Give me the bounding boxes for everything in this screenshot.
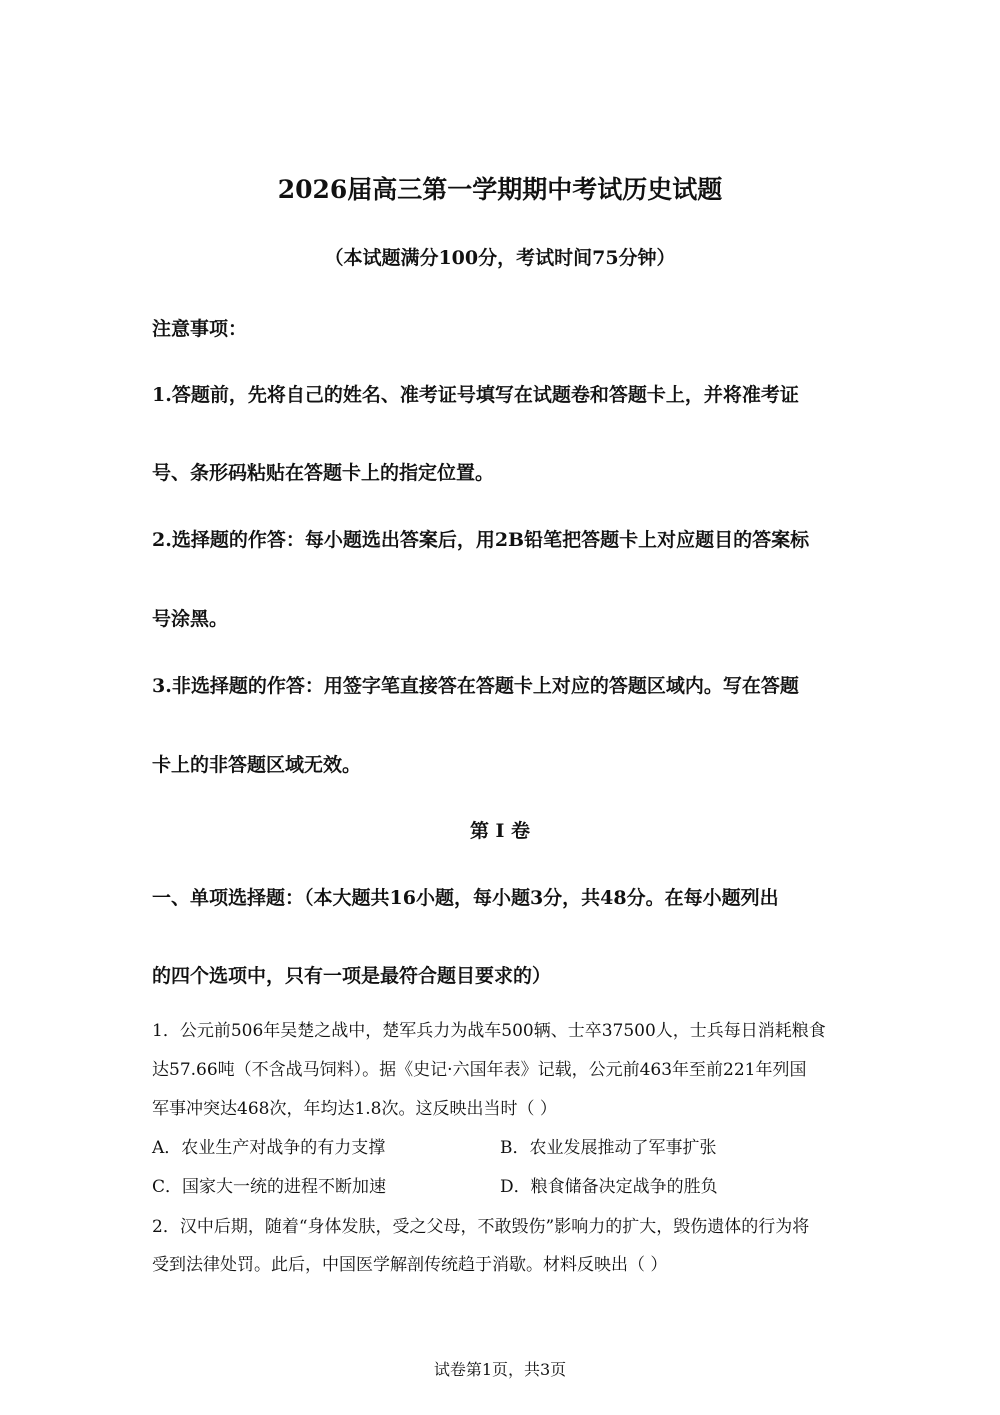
question-1-line: 1．公元前506年吴楚之战中，楚军兵力为战车500辆、士卒37500人，士兵每日消耗粮食	[152, 1021, 826, 1041]
notice-heading: 注意事项：	[152, 318, 248, 340]
notice-line: 号涂黑。	[152, 608, 229, 630]
page-footer: 试卷第1页，共3页	[433, 1360, 567, 1379]
notice-line: 2.选择题的作答：每小题选出答案后，用2B铅笔把答题卡上对应题目的答案标	[152, 529, 810, 551]
notice-line: 卡上的非答题区域无效。	[152, 754, 362, 776]
question-2-line: 受到法律处罚。此后，中国医学解剖传统趋于消歇。材料反映出（ ）	[152, 1255, 668, 1275]
page-title: 2026届高三第一学期期中考试历史试题	[277, 175, 723, 204]
volume-label: 第 I 卷	[469, 820, 531, 842]
question-2-line: 2．汉中后期，随着“身体发肤，受之父母，不敢毁伤”影响力的扩大，毁伤遗体的行为将	[152, 1217, 810, 1237]
notice-line: 号、条形码粘贴在答题卡上的指定位置。	[152, 462, 495, 484]
option-d: D．粮食储备决定战争的胜负	[500, 1177, 718, 1197]
notice-line: 1.答题前，先将自己的姓名、准考证号填写在试题卷和答题卡上，并将准考证	[152, 384, 799, 406]
question-1-line: 达57.66吨（不含战马饲料）。据《史记·六国年表》记载，公元前463年至前221年列国	[152, 1060, 807, 1080]
option-c: C．国家大一统的进程不断加速	[152, 1177, 387, 1197]
exam-info: （本试题满分100分，考试时间75分钟）	[324, 247, 676, 269]
notice-line: 3.非选择题的作答：用签字笔直接答在答题卡上对应的答题区域内。写在答题	[152, 675, 799, 697]
option-a: A．农业生产对战争的有力支撑	[152, 1138, 386, 1158]
section-heading: 的四个选项中，只有一项是最符合题目要求的）	[152, 965, 552, 987]
option-b: B．农业发展推动了军事扩张	[500, 1138, 717, 1158]
section-heading: 一、单项选择题：（本大题共16小题，每小题3分，共48分。在每小题列出	[152, 887, 779, 909]
question-1-line: 军事冲突达468次，年均达1.8次。这反映出当时（ ）	[152, 1099, 557, 1119]
